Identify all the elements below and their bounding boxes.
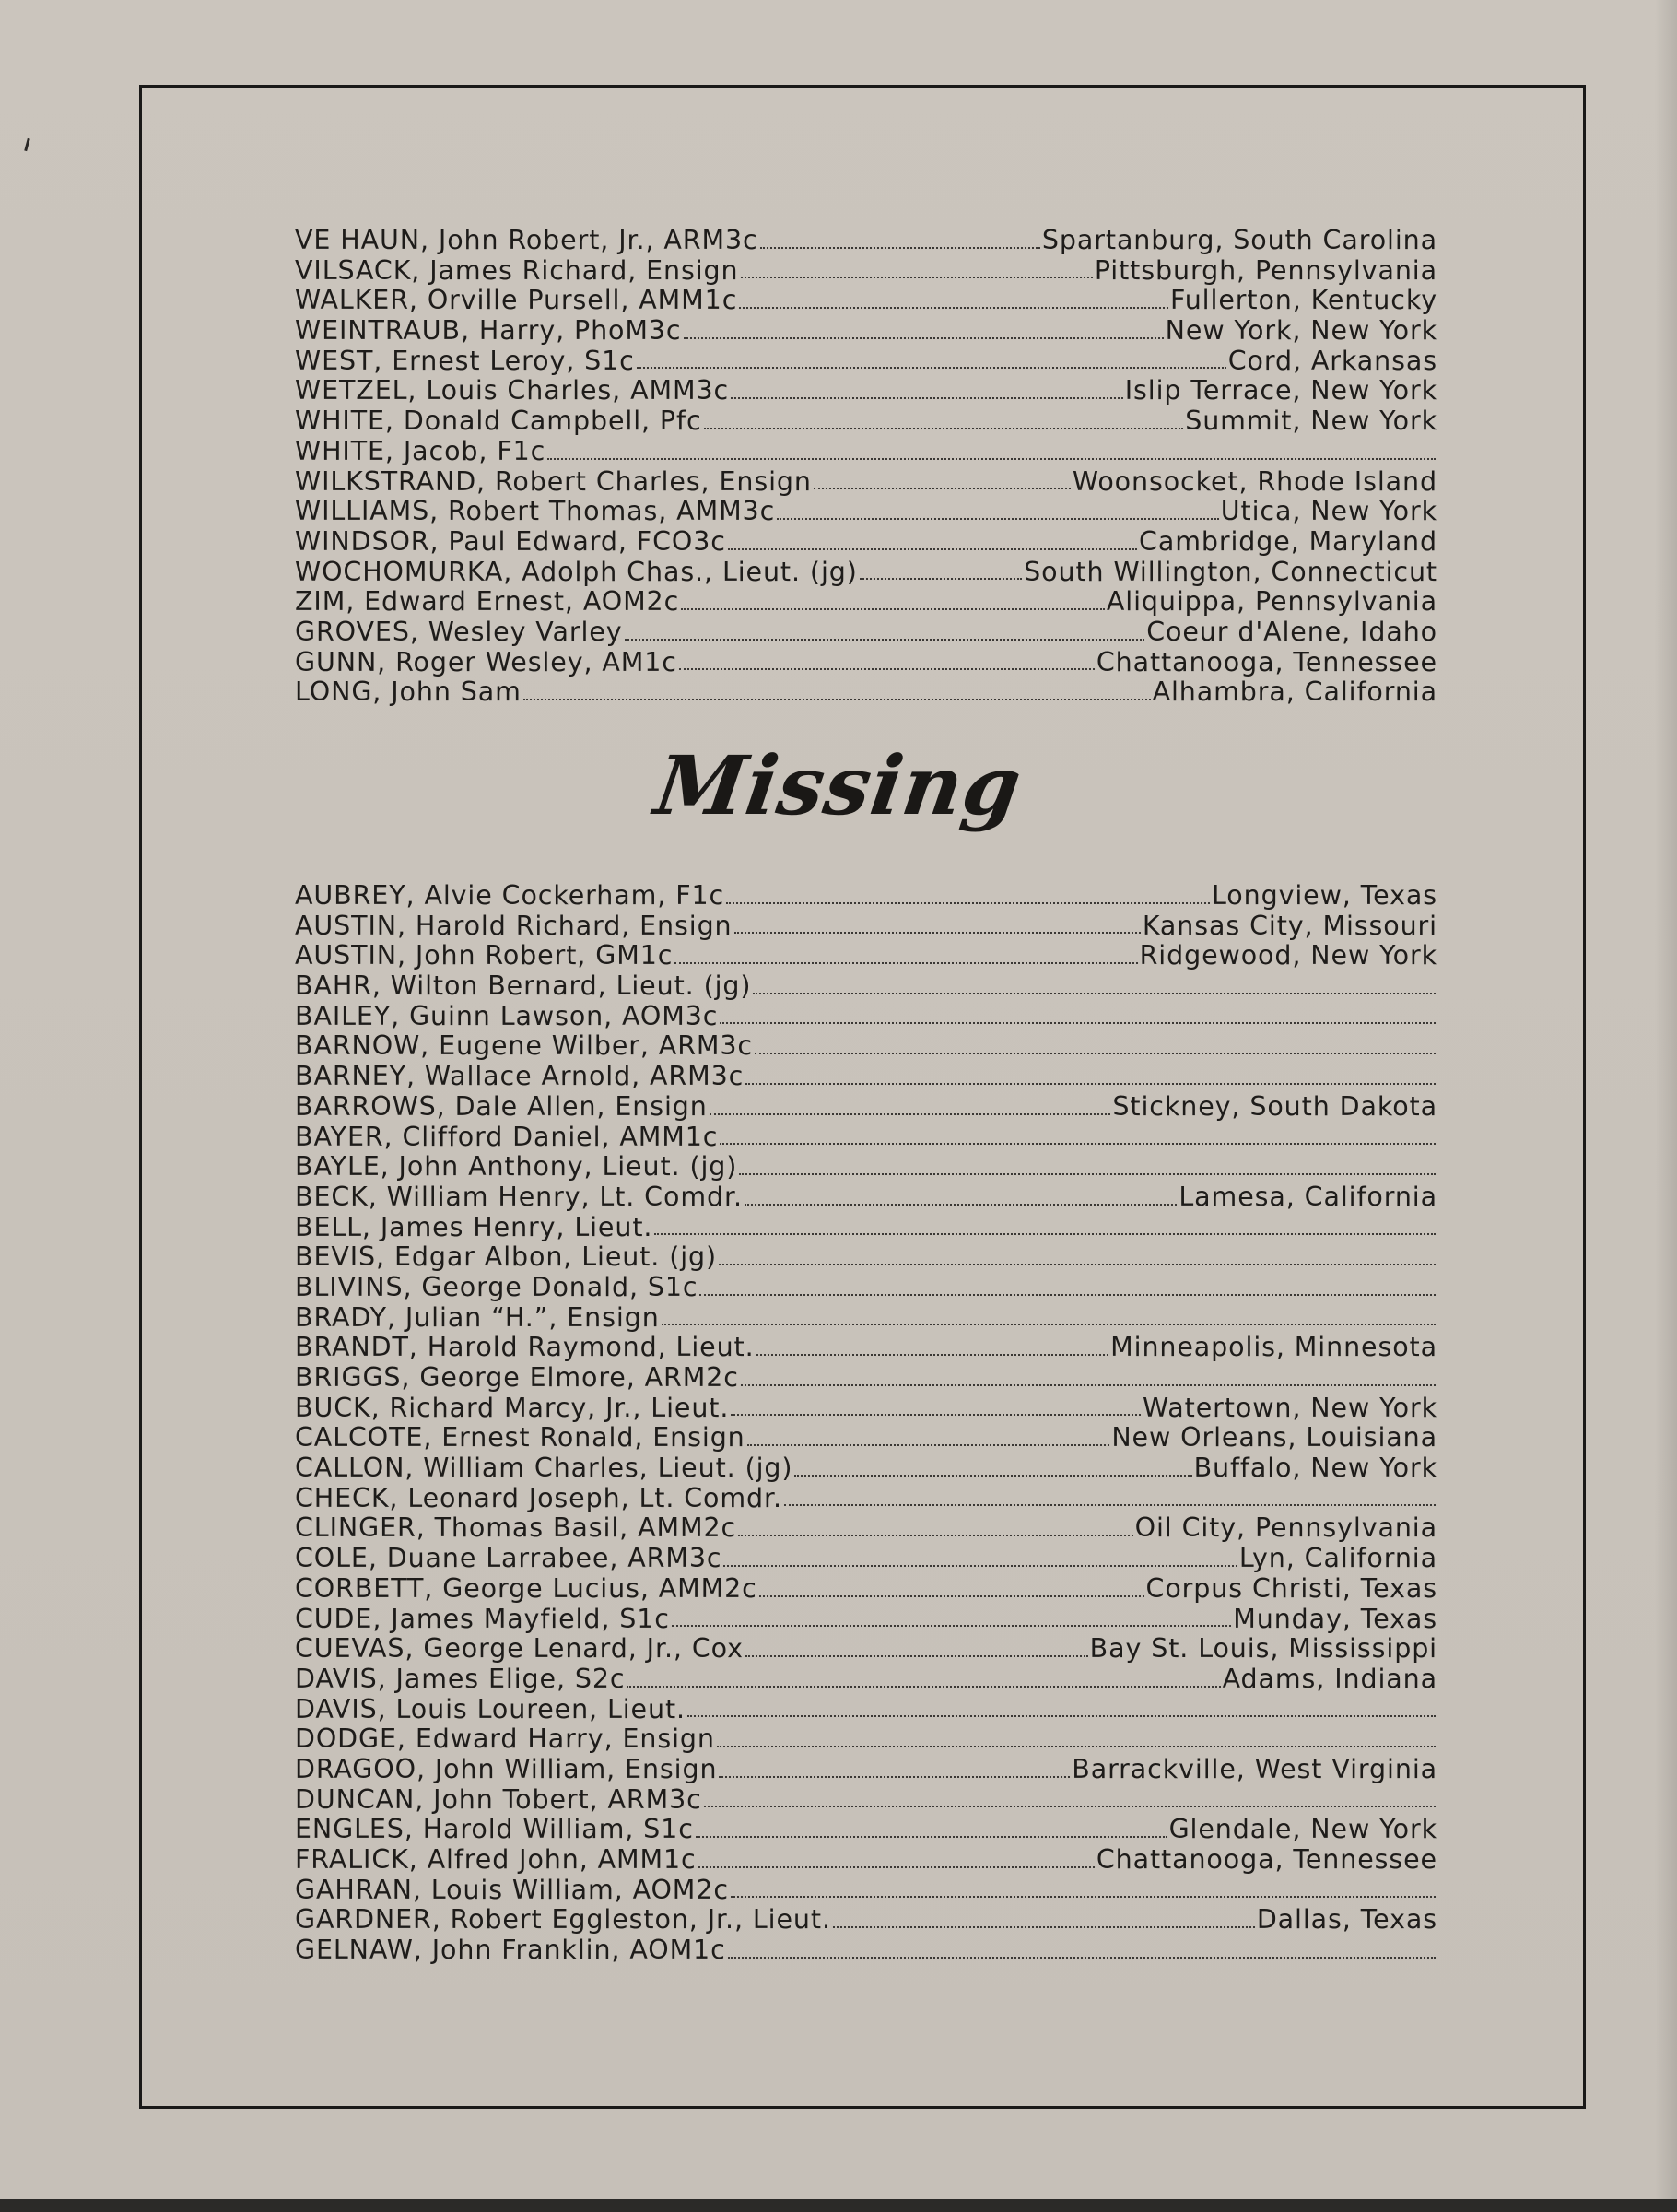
entry-hometown: Coeur d'Alene, Idaho [1146, 617, 1437, 647]
entry-name: WHITE, Jacob, F1c [295, 436, 546, 466]
roster-entry [295, 1755, 1437, 1785]
entry-hometown: Lyn, California [1238, 1544, 1437, 1574]
roster-entry [295, 1123, 1437, 1153]
roster-entry [295, 1303, 1437, 1334]
dot-leader [728, 547, 1137, 550]
entry-name: CORBETT, George Lucius, AMM2c [295, 1573, 757, 1604]
roster-entry [295, 912, 1437, 942]
entry-hometown: Buffalo, New York [1193, 1453, 1437, 1484]
dot-leader [654, 1231, 1436, 1235]
dot-leader [684, 335, 1164, 339]
roster-entry [295, 286, 1437, 316]
dot-leader [726, 900, 1210, 904]
entry-name: BAILEY, Guinn Lawson, AOM3c [295, 1001, 719, 1031]
entry-hometown: Bay St. Louis, Mississippi [1089, 1634, 1437, 1665]
dot-leader [745, 1653, 1088, 1657]
entry-hometown: Cambridge, Maryland [1139, 526, 1437, 557]
roster-entry [295, 226, 1437, 256]
roster-entry [295, 437, 1437, 467]
entry-name: BEVIS, Edgar Albon, Lieut. (jg) [295, 1242, 718, 1273]
roster-entry [295, 648, 1437, 678]
roster-entry [295, 1815, 1437, 1845]
entry-name: VILSACK, James Richard, Ensign [295, 255, 739, 286]
page-bottom-edge [0, 2199, 1677, 2212]
dot-leader [747, 1442, 1110, 1446]
entry-name: DUNCAN, John Tobert, ARM3c [295, 1784, 702, 1815]
dot-leader [696, 1834, 1167, 1838]
entry-name: WINDSOR, Paul Edward, FCO3c [295, 526, 726, 557]
entry-name: VE HAUN, John Robert, Jr., ARM3c [295, 226, 758, 255]
entry-hometown: Minneapolis, Minnesota [1110, 1333, 1437, 1363]
entry-name: WHITE, Donald Campbell, Pfc [295, 406, 702, 437]
roster-entry [295, 1574, 1437, 1605]
entry-name: BELL, James Henry, Lieut. [295, 1212, 653, 1242]
roster-entry [295, 1484, 1437, 1514]
entry-hometown: Lamesa, California [1179, 1182, 1437, 1212]
roster-entry [295, 1453, 1437, 1484]
entry-name: WILKSTRAND, Robert Charles, Ensign [295, 466, 812, 497]
dot-leader [547, 456, 1436, 460]
entry-name: DAVIS, James Elige, S2c [295, 1664, 626, 1694]
entry-name: BAHR, Wilton Bernard, Lieut. (jg) [295, 971, 752, 1002]
roster-entry [295, 1031, 1437, 1062]
dot-leader [833, 1924, 1255, 1928]
missing-heading: Missing [649, 737, 1028, 833]
dot-leader [704, 1804, 1436, 1807]
roster-entry [295, 1423, 1437, 1453]
entry-name: BAYER, Clifford Daniel, AMM1c [295, 1122, 719, 1152]
dot-leader [720, 1020, 1436, 1024]
entry-hometown: Alhambra, California [1152, 677, 1437, 708]
dot-leader [717, 1744, 1436, 1747]
dot-leader [672, 1623, 1231, 1627]
entry-name: COLE, Duane Larrabee, ARM3c [295, 1544, 722, 1574]
roster-entry [295, 1695, 1437, 1725]
roster-entry [295, 1634, 1437, 1665]
dot-leader [704, 426, 1184, 429]
roster-list-missing [295, 881, 1437, 1966]
dot-leader [731, 1412, 1141, 1416]
roster-entry [295, 497, 1437, 527]
roster-entry [295, 406, 1437, 437]
entry-name: DRAGOO, John William, Ensign [295, 1754, 718, 1784]
entry-name: GARDNER, Robert Eggleston, Jr., Lieut. [295, 1905, 831, 1936]
roster-entry [295, 1213, 1437, 1243]
dot-leader [728, 1955, 1436, 1959]
entry-hometown: Woonsocket, Rhode Island [1072, 466, 1437, 497]
dot-leader [738, 1533, 1133, 1536]
dot-leader [777, 516, 1219, 520]
roster-list-top [295, 226, 1437, 708]
entry-hometown: Stickney, South Dakota [1112, 1091, 1437, 1122]
dot-leader [731, 395, 1123, 399]
entry-name: AUSTIN, John Robert, GM1c [295, 941, 674, 971]
entry-name: BARROWS, Dale Allen, Ensign [295, 1091, 708, 1122]
roster-entry [295, 1665, 1437, 1695]
entry-name: FRALICK, Alfred John, AMM1c [295, 1845, 697, 1875]
entry-hometown: Chattanooga, Tennessee [1096, 1845, 1437, 1875]
entry-name: AUSTIN, Harold Richard, Ensign [295, 911, 733, 941]
entry-name: LONG, John Sam [295, 677, 522, 708]
dot-leader [710, 1112, 1111, 1115]
entry-hometown: Corpus Christi, Texas [1145, 1573, 1437, 1604]
dot-leader [814, 486, 1071, 489]
dot-leader [759, 1594, 1144, 1597]
dot-leader [755, 1051, 1436, 1054]
entry-name: ENGLES, Harold William, S1c [295, 1815, 694, 1845]
entry-name: BAYLE, John Anthony, Lieut. (jg) [295, 1152, 738, 1182]
roster-entry [295, 1785, 1437, 1816]
roster-entry [295, 467, 1437, 498]
dot-leader [760, 245, 1040, 249]
roster-entry [295, 1605, 1437, 1635]
entry-name: GROVES, Wesley Varley [295, 617, 623, 647]
roster-entry [295, 1936, 1437, 1966]
entry-hometown: New York, New York [1165, 316, 1437, 347]
roster-entry [295, 941, 1437, 971]
dot-leader [720, 1141, 1436, 1145]
entry-name: WEINTRAUB, Harry, PhoM3c [295, 316, 682, 347]
roster-entry [295, 1273, 1437, 1303]
entry-name: CALCOTE, Ernest Ronald, Ensign [295, 1423, 745, 1453]
dot-leader [698, 1865, 1095, 1868]
entry-hometown: Kansas City, Missouri [1142, 911, 1437, 941]
dot-leader [719, 1774, 1070, 1778]
entry-name: BARNEY, Wallace Arnold, ARM3c [295, 1062, 745, 1092]
entry-name: GELNAW, John Franklin, AOM1c [295, 1936, 726, 1966]
dot-leader [699, 1292, 1436, 1296]
dot-leader [625, 637, 1145, 641]
entry-name: AUBREY, Alvie Cockerham, F1c [295, 881, 725, 911]
roster-entry [295, 376, 1437, 406]
roster-entry [295, 587, 1437, 618]
entry-name: WOCHOMURKA, Adolph Chas., Lieut. (jg) [295, 557, 858, 587]
page-edge-shadow [1655, 0, 1677, 2199]
entry-hometown: Pittsburgh, Pennsylvania [1094, 255, 1437, 286]
entry-hometown: Ridgewood, New York [1139, 941, 1437, 971]
entry-hometown: Barrackville, West Virginia [1072, 1754, 1437, 1784]
roster-entry [295, 347, 1437, 377]
dot-leader [734, 930, 1141, 934]
dot-leader [741, 1382, 1436, 1386]
roster-entry [295, 1905, 1437, 1936]
roster-entry [295, 1002, 1437, 1032]
entry-hometown: Adams, Indiana [1222, 1664, 1437, 1694]
roster-entry [295, 881, 1437, 912]
entry-hometown: Cord, Arkansas [1227, 346, 1437, 376]
entry-name: WALKER, Orville Pursell, AMM1c [295, 286, 738, 316]
entry-hometown: Spartanburg, South Carolina [1041, 226, 1437, 255]
roster-entry [295, 1092, 1437, 1123]
dot-leader [731, 1894, 1436, 1898]
dot-leader [681, 606, 1105, 610]
roster-entry [295, 1513, 1437, 1544]
entry-name: BRANDT, Harold Raymond, Lieut. [295, 1333, 755, 1363]
entry-name: CUDE, James Mayfield, S1c [295, 1604, 670, 1634]
roster-entry [295, 1724, 1437, 1755]
entry-name: WEST, Ernest Leroy, S1c [295, 346, 635, 376]
entry-name: CHECK, Leonard Joseph, Lt. Comdr. [295, 1483, 783, 1513]
entry-name: BARNOW, Eugene Wilber, ARM3c [295, 1031, 753, 1062]
entry-hometown: South Willington, Connecticut [1024, 557, 1437, 587]
entry-hometown: Munday, Texas [1233, 1604, 1437, 1634]
dot-leader [523, 697, 1151, 700]
dot-leader [784, 1502, 1436, 1506]
roster-entry [295, 1876, 1437, 1906]
entry-name: CALLON, William Charles, Lieut. (jg) [295, 1453, 793, 1484]
entry-hometown: Chattanooga, Tennessee [1096, 647, 1437, 677]
entry-name: BRADY, Julian “H.”, Ensign [295, 1302, 660, 1333]
entry-name: BLIVINS, George Donald, S1c [295, 1272, 698, 1302]
entry-name: BRIGGS, George Elmore, ARM2c [295, 1363, 739, 1393]
entry-name: CLINGER, Thomas Basil, AMM2c [295, 1513, 737, 1544]
entry-name: WETZEL, Louis Charles, AMM3c [295, 376, 730, 406]
dot-leader [637, 365, 1226, 369]
roster-entry [295, 1242, 1437, 1273]
entry-name: ZIM, Edward Ernest, AOM2c [295, 587, 680, 618]
entry-name: DODGE, Edward Harry, Ensign [295, 1724, 715, 1755]
entry-name: WILLIAMS, Robert Thomas, AMM3c [295, 497, 776, 527]
dot-leader [687, 1713, 1436, 1717]
dot-leader [662, 1322, 1436, 1325]
roster-entry [295, 1363, 1437, 1394]
dot-leader [739, 305, 1168, 309]
roster-entry [295, 618, 1437, 648]
roster-entry [295, 1394, 1437, 1424]
roster-entry [295, 1182, 1437, 1213]
entry-hometown: Islip Terrace, New York [1124, 376, 1437, 406]
entry-hometown: Dallas, Texas [1256, 1905, 1437, 1936]
roster-entry [295, 256, 1437, 287]
dot-leader [794, 1473, 1191, 1477]
roster-entry [295, 1544, 1437, 1574]
roster-entry [295, 971, 1437, 1002]
entry-name: BUCK, Richard Marcy, Jr., Lieut. [295, 1393, 730, 1423]
roster-entry [295, 316, 1437, 347]
entry-hometown: Summit, New York [1185, 406, 1437, 437]
roster-entry [295, 1152, 1437, 1182]
dot-leader [756, 1352, 1109, 1356]
roster-entry [295, 1333, 1437, 1363]
roster-entry [295, 1062, 1437, 1092]
entry-hometown: Glendale, New York [1168, 1815, 1437, 1845]
dot-leader [723, 1563, 1237, 1567]
roster-entry [295, 677, 1437, 708]
entry-hometown: New Orleans, Louisiana [1111, 1423, 1437, 1453]
dot-leader [741, 275, 1093, 278]
dot-leader [679, 666, 1095, 670]
entry-name: BECK, William Henry, Lt. Comdr. [295, 1182, 743, 1212]
roster-entry [295, 527, 1437, 558]
dot-leader [753, 991, 1436, 994]
entry-hometown: Aliquippa, Pennsylvania [1106, 587, 1437, 618]
entry-name: GUNN, Roger Wesley, AM1c [295, 647, 677, 677]
dot-leader [739, 1171, 1436, 1175]
entry-name: GAHRAN, Louis William, AOM2c [295, 1875, 729, 1905]
entry-hometown: Oil City, Pennsylvania [1134, 1513, 1437, 1544]
entry-hometown: Longview, Texas [1212, 881, 1437, 911]
dot-leader [745, 1202, 1177, 1206]
dot-leader [745, 1081, 1436, 1085]
dot-leader [860, 576, 1022, 580]
roster-entry [295, 1845, 1437, 1876]
dot-leader [627, 1684, 1220, 1688]
dot-leader [674, 960, 1137, 964]
entry-hometown: Utica, New York [1220, 497, 1437, 527]
entry-name: DAVIS, Louis Loureen, Lieut. [295, 1694, 686, 1724]
roster-entry [295, 558, 1437, 588]
entry-name: CUEVAS, George Lenard, Jr., Cox [295, 1634, 744, 1665]
entry-hometown: Watertown, New York [1143, 1393, 1437, 1423]
entry-hometown: Fullerton, Kentucky [1169, 286, 1437, 316]
dot-leader [719, 1262, 1436, 1265]
